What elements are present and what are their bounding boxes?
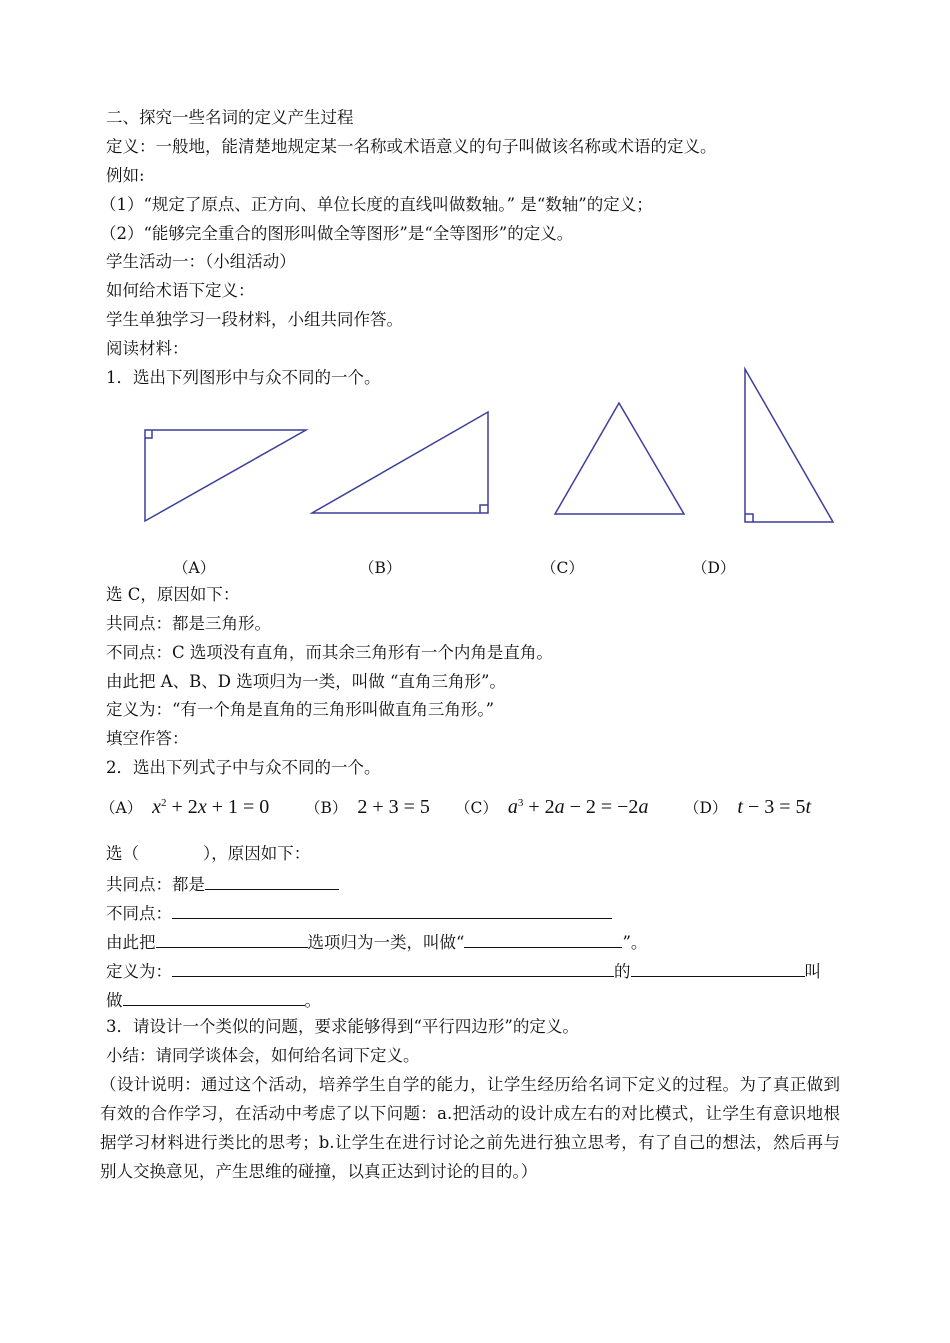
- option-c: [455, 796, 648, 819]
- choose-prefix: 选（: [106, 844, 139, 863]
- triangle-a: [145, 430, 306, 521]
- fill-different-line: [106, 900, 612, 926]
- activity-heading: 学生活动一：（小组活动）: [106, 252, 296, 271]
- option-b-label: （B）: [305, 799, 348, 817]
- reading-label: 阅读材料：: [106, 339, 189, 358]
- fill-common-prefix: 共同点：都是: [106, 875, 205, 894]
- group-options-blank[interactable]: [156, 929, 308, 948]
- option-c-label: （C）: [455, 799, 498, 817]
- fill-define-mid: 的: [614, 962, 631, 981]
- option-d: [684, 796, 811, 819]
- right-angle-mark-a: [145, 430, 152, 438]
- option-a-formula: $x^2 + 2x + 1 = 0$: [152, 796, 270, 818]
- example-1: （1）“规定了原点、正方向、单位长度的直线叫做数轴。” 是“数轴”的定义；: [100, 195, 653, 214]
- option-d-formula: t − 3 = 5t: [737, 796, 812, 818]
- common-blank[interactable]: [205, 871, 339, 890]
- how-define-line: 如何给术语下定义：: [106, 281, 255, 300]
- figure-label-c: （C）: [541, 559, 584, 577]
- question-1: 1．选出下列图形中与众不同的一个。: [106, 368, 381, 387]
- option-c-formula: $a^3 + 2a - 2 = -2a$: [507, 796, 649, 818]
- option-b-formula: 2 + 3 = 5: [352, 796, 430, 818]
- choose-line: [106, 842, 310, 866]
- fill-define-suffix: 叫: [804, 962, 821, 981]
- fill-label: 填空作答：: [106, 729, 189, 748]
- triangle-d: [745, 369, 833, 522]
- fill-group-suffix: ”。: [622, 933, 648, 952]
- example-2: （2）“能够完全重合的图形叫做全等图形”是“全等图形”的定义。: [100, 224, 574, 243]
- right-angle-mark-d: [745, 514, 753, 522]
- triangle-figures: [0, 0, 950, 600]
- different-blank[interactable]: [172, 900, 612, 919]
- fill-call-suffix: 。: [304, 991, 321, 1010]
- option-b: [305, 796, 430, 819]
- study-line: 学生单独学习一段材料，小组共同作答。: [106, 310, 403, 329]
- fill-different-prefix: 不同点：: [106, 904, 172, 923]
- call-name-blank[interactable]: [123, 987, 305, 1006]
- define-condition-blank[interactable]: [172, 958, 614, 977]
- grouping-line: 由此把 A、B、D 选项归为一类，叫做 “直角三角形”。: [106, 672, 506, 691]
- definition-line: 定义：一般地，能清楚地规定某一名称或术语意义的句子叫做该名称或术语的定义。: [106, 137, 717, 156]
- fill-group-line: [106, 929, 647, 955]
- question-3: 3．请设计一个类似的问题，要求能够得到“平行四边形”的定义。: [106, 1017, 579, 1036]
- common-point: 共同点：都是三角形。: [106, 614, 271, 633]
- option-a: [100, 796, 269, 819]
- fill-group-mid: 选项归为一类，叫做“: [307, 933, 465, 952]
- summary-line: 小结：请同学谈体会，如何给名词下定义。: [106, 1046, 420, 1065]
- fill-define-line: [106, 958, 821, 984]
- question-2: 2．选出下列式子中与众不同的一个。: [106, 758, 381, 777]
- fill-define-prefix: 定义为：: [106, 962, 172, 981]
- option-d-label: （D）: [684, 799, 728, 817]
- different-point: 不同点：C 选项没有直角，而其余三角形有一个内角是直角。: [106, 643, 553, 662]
- figure-label-d: （D）: [692, 559, 736, 577]
- figure-label-b: （B）: [359, 559, 402, 577]
- define-object-blank[interactable]: [631, 958, 805, 977]
- answer-c: 选 C，原因如下：: [106, 585, 240, 604]
- fill-call-line: [106, 987, 321, 1013]
- fill-group-prefix: 由此把: [106, 933, 156, 952]
- group-name-blank[interactable]: [464, 929, 622, 948]
- choose-suffix: ），原因如下：: [203, 844, 311, 863]
- fill-call-prefix: 做: [106, 991, 123, 1010]
- defined-as-line: 定义为：“有一个角是直角的三角形叫做直角三角形。”: [106, 700, 495, 719]
- triangle-c: [555, 403, 684, 514]
- example-intro: 例如:: [106, 166, 145, 185]
- section-title: 二、探究一些名词的定义产生过程: [106, 108, 354, 127]
- right-angle-mark-b: [480, 505, 488, 513]
- triangle-b: [312, 412, 488, 513]
- fill-common-line: [106, 871, 339, 897]
- figure-label-a: （A）: [173, 559, 216, 577]
- option-a-label: （A）: [100, 799, 143, 817]
- design-note: （设计说明：通过这个活动，培养学生自学的能力，让学生经历给名词下定义的过程。为了真正做到有效的合作学习，在活动中考虑了以下问题：a.把活动的设计成左右的对比模式，让学生有意识地根据学习材料进行类比的思考；b.让学生在进行讨论之前先进行独立思考，有了自己的想法，然后再与别人交换意见，产生思维的碰撞，以真正达到讨论的目的。）: [100, 1075, 840, 1181]
